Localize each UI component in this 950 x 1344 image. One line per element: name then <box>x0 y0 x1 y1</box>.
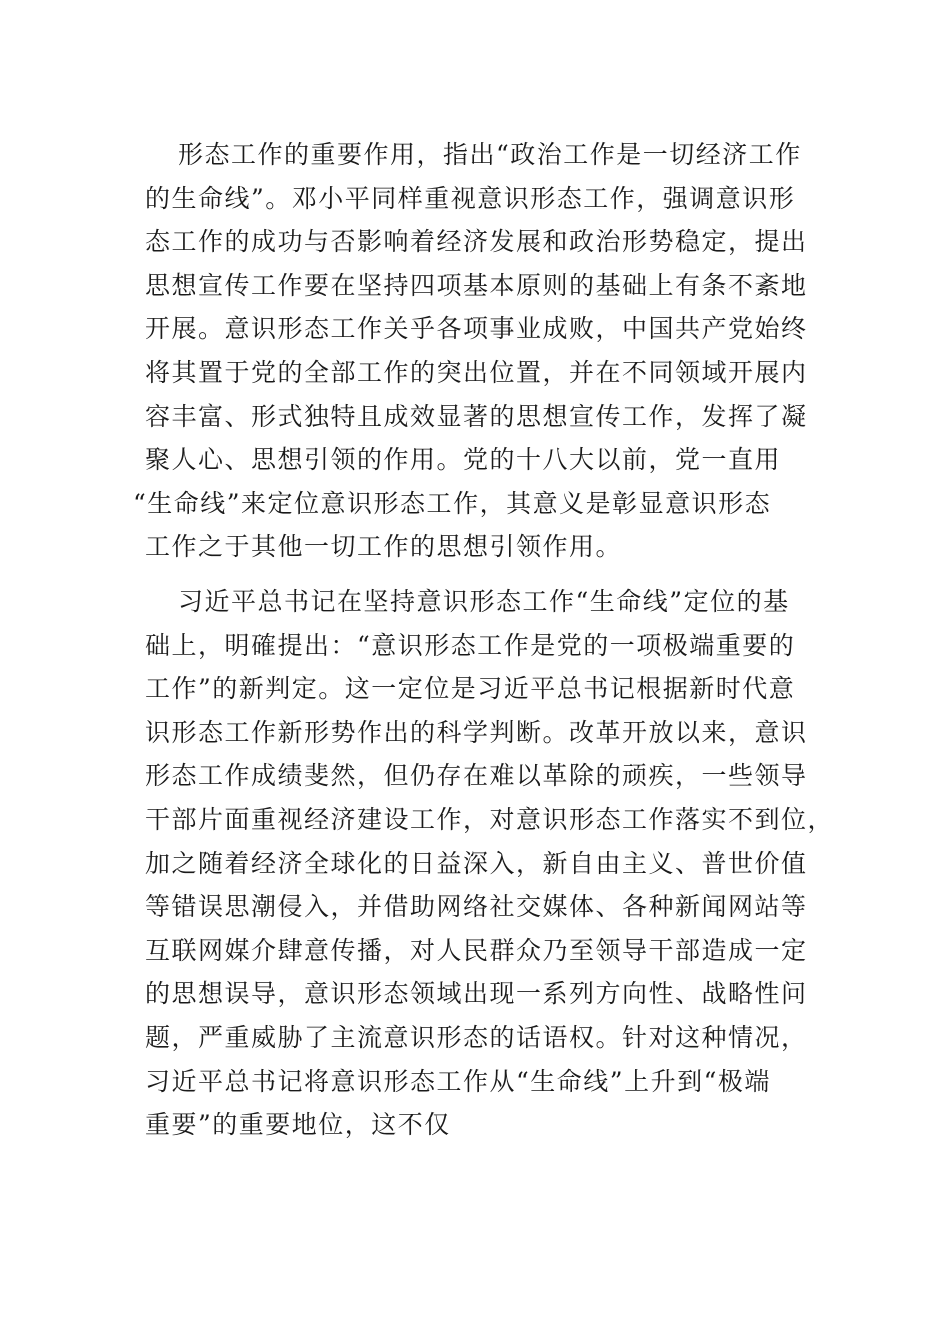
text-line: 将其置于党的全部工作的突出位置，并在不同领域开展内 <box>145 357 808 387</box>
text-line: 形态工作成绩斐然，但仍存在难以革除的顽疾，一些领导 <box>145 761 808 791</box>
text-line: 聚人心、思想引领的作用。党的十八大以前，党一直用 <box>145 445 782 475</box>
text-line: 题，严重威胁了主流意识形态的话语权。针对这种情况， <box>145 1022 808 1052</box>
text-line: 态工作的成功与否影响着经济发展和政治形势稳定，提出 <box>145 227 808 257</box>
text-line: 础上，明確提出：“意识形态工作是党的一项极端重要的 <box>145 630 796 660</box>
paragraph-1 <box>133 133 808 569</box>
text-line: 开展。意识形态工作关乎各项事业成败，中国共产党始终 <box>145 314 808 344</box>
text-line: 干部片面重视经济建设工作，对意识形态工作落实不到位， <box>145 804 835 834</box>
text-line: 思想宣传工作要在坚持四项基本原则的基础上有条不紊地 <box>145 270 808 300</box>
text-line: 工作之于其他一切工作的思想引领作用。 <box>145 532 623 562</box>
text-line: 习近平总书记将意识形态工作从“生命线”上升到“极端 <box>145 1066 771 1096</box>
text-line: 的生命线”。邓小平同样重视意识形态工作，强调意识形 <box>145 183 796 213</box>
text-line: 工作”的新判定。这一定位是习近平总书记根据新时代意 <box>145 674 796 704</box>
text-line: 形态工作的重要作用，指出“政治工作是一切经济工作 <box>178 140 802 169</box>
text-line: 识形态工作新形势作出的科学判断。改革开放以来，意识 <box>145 717 808 747</box>
text-line: 的思想误导，意识形态领域出现一系列方向性、战略性问 <box>145 979 808 1009</box>
text-line: 加之随着经济全球化的日益深入，新自由主义、普世价值 <box>145 848 808 878</box>
text-line: 重要”的重要地位，这不仅 <box>145 1110 451 1140</box>
text-line: 互联网媒介肆意传播，对人民群众乃至领导干部造成一定 <box>145 935 808 965</box>
text-line: 等错误思潮侵入，并借助网络社交媒体、各种新闻网站等 <box>145 892 808 922</box>
text-line: 容丰富、形式独特且成效显著的思想宣传工作，发挥了凝 <box>145 401 808 431</box>
text-line: “生命线”来定位意识形态工作，其意义是彰显意识形态 <box>133 488 772 518</box>
text-line: 习近平总书记在坚持意识形态工作“生命线”定位的基 <box>178 587 790 616</box>
paragraph-2 <box>145 580 835 1147</box>
